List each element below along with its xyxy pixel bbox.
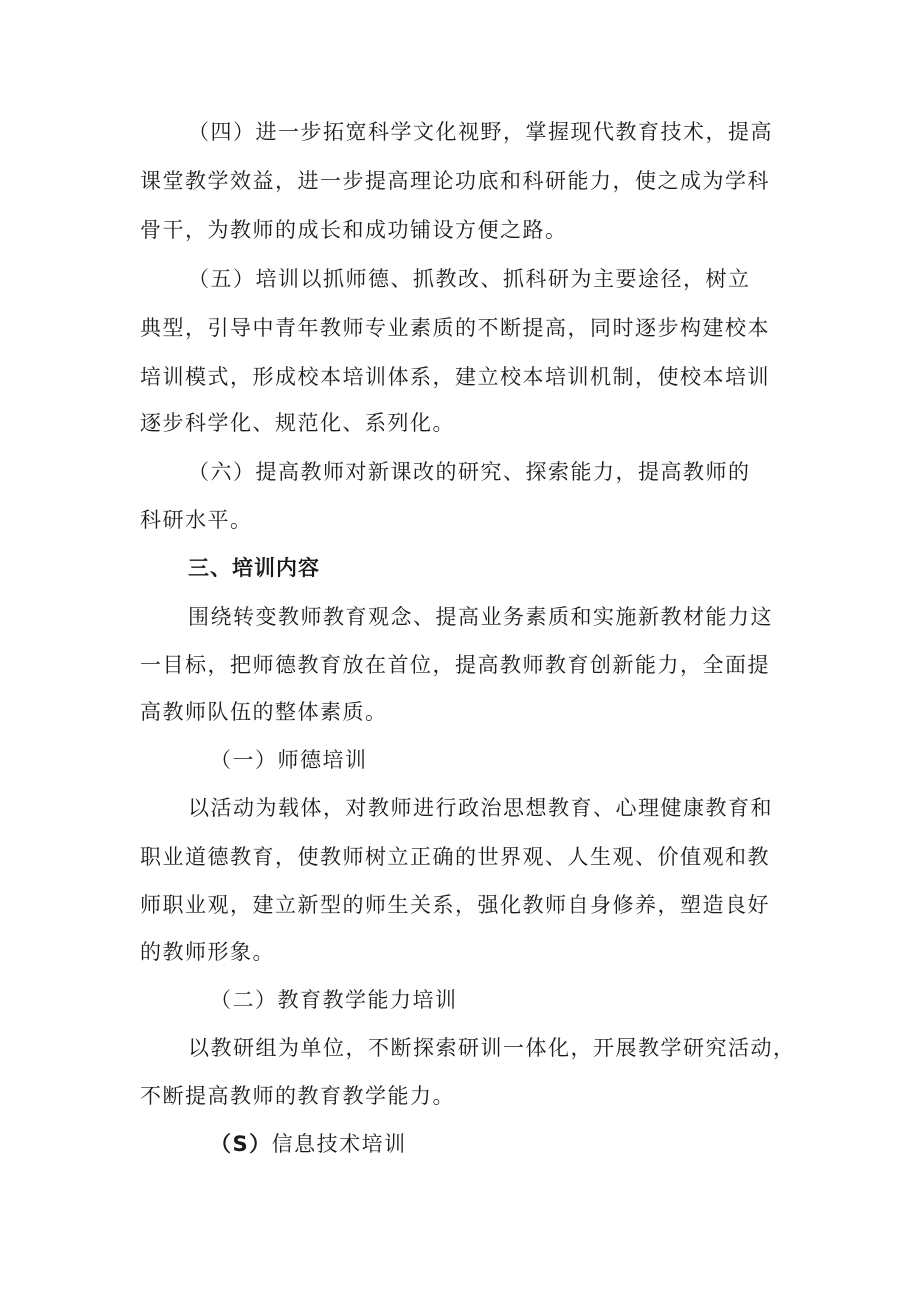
paragraph-4-line-3: 骨干，为教师的成长和成功铺设方便之路。 xyxy=(140,218,568,242)
paragraph-4-line-2: 课堂教学效益，进一步提高理论功底和科研能力，使之成为学科 xyxy=(140,169,770,193)
subsection-1-line-1: 以活动为载体，对教师进行政治思想教育、心理健康教育和 xyxy=(188,796,773,820)
subsection-2-line-1: 以教研组为单位，不断探索研训一体化，开展教学研究活动， xyxy=(188,1036,796,1060)
subsection-1-line-2: 职业道德教育，使教师树立正确的世界观、人生观、价值观和教 xyxy=(140,845,770,869)
subsection-1-line-4: 的教师形象。 xyxy=(140,940,275,964)
paragraph-5-line-4: 逐步科学化、规范化、系列化。 xyxy=(140,411,455,435)
subsection-2-line-2: 不断提高教师的教育教学能力。 xyxy=(140,1084,455,1108)
subsection-3-heading xyxy=(210,1129,407,1159)
intro-line-2: 一目标，把师德教育放在首位，提高教师教育创新能力，全面提 xyxy=(140,653,770,677)
intro-line-1: 围绕转变教师教育观念、提高业务素质和实施新教材能力这 xyxy=(188,605,773,629)
paragraph-5-line-3: 培训模式，形成校本培训体系，建立校本培训机制，使校本培训 xyxy=(140,365,770,389)
subsection-3-title: 信息技术培训 xyxy=(271,1132,407,1156)
subsection-3-number: （S） xyxy=(210,1132,272,1156)
paragraph-5-line-1: （五）培训以抓师德、抓教改、抓科研为主要途径，树立 xyxy=(188,267,751,291)
subsection-1-line-3: 师职业观，建立新型的师生关系，强化教师自身修养，塑造良好 xyxy=(140,893,770,917)
subsection-2-heading: （二）教育教学能力培训 xyxy=(210,988,458,1012)
intro-line-3: 高教师队伍的整体素质。 xyxy=(140,700,388,724)
section-3-heading: 三、培训内容 xyxy=(188,556,320,580)
paragraph-4-line-1: （四）进一步拓宽科学文化视野，掌握现代教育技术，提高 xyxy=(188,120,773,144)
paragraph-6-line-2: 科研水平。 xyxy=(140,508,253,532)
subsection-1-heading: （一）师德培训 xyxy=(210,748,368,772)
paragraph-5-line-2: 典型，引导中青年教师专业素质的不断提高，同时逐步构建校本 xyxy=(140,316,770,340)
paragraph-6-line-1: （六）提高教师对新课改的研究、探索能力，提高教师的 xyxy=(188,460,751,484)
